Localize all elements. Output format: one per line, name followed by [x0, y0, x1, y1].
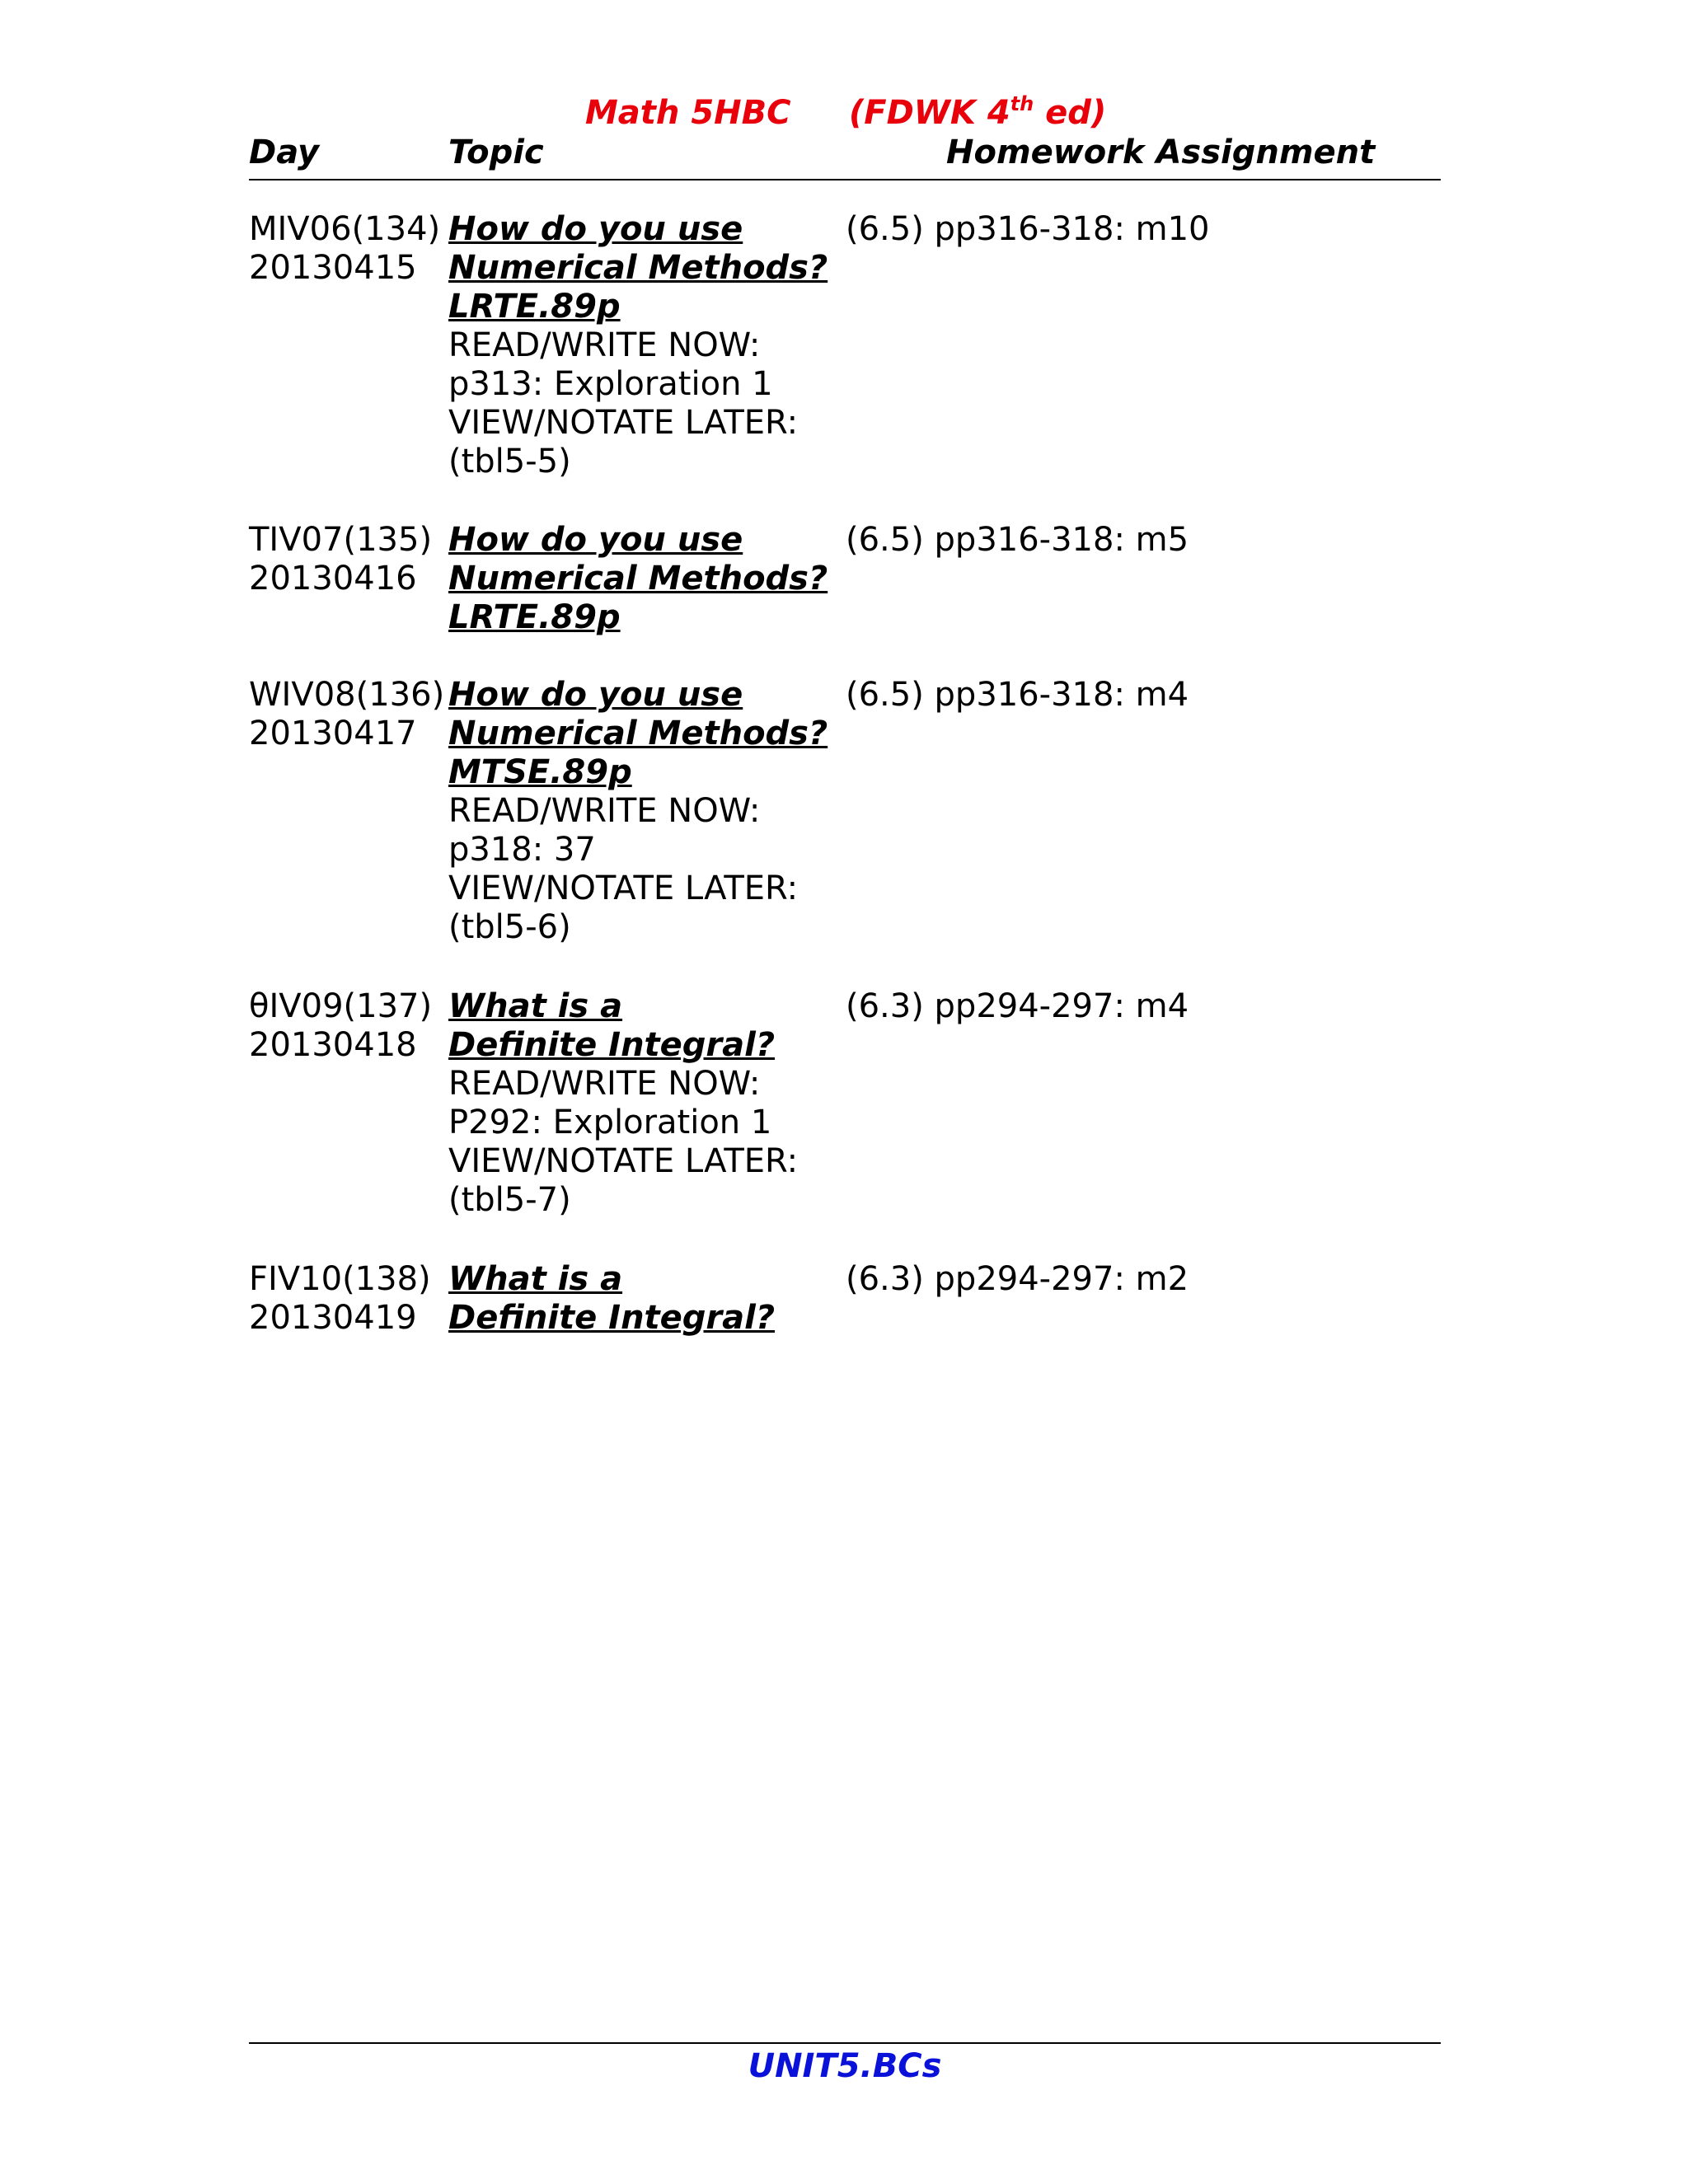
topic-note: VIEW/NOTATE LATER:: [448, 869, 799, 907]
course-title: Math 5HBC: [585, 94, 791, 132]
document-page: [249, 0, 1441, 2184]
topic-note: (tbl5-5): [448, 443, 571, 480]
topic-question: How do you use: [448, 521, 743, 559]
topic-cell: [448, 210, 844, 481]
day-code: FIV10(138): [249, 1260, 431, 1298]
topic-code: LRTE.89p: [448, 288, 621, 326]
topic-question: What is a: [448, 987, 623, 1025]
homework-cell: (6.5) pp316-318: m5: [846, 521, 1189, 559]
header-rule: [249, 179, 1441, 180]
topic-cell: [448, 987, 844, 1220]
day-column-header: Day: [249, 134, 320, 171]
day-code: MIV06(134): [249, 210, 441, 248]
topic-note: P292: Exploration 1: [448, 1104, 772, 1141]
topic-note: p313: Exploration 1: [448, 365, 773, 403]
homework-column-header: Homework Assignment: [946, 134, 1376, 171]
topic-question: Numerical Methods?: [448, 560, 828, 598]
topic-note: READ/WRITE NOW:: [448, 326, 761, 364]
homework-cell: (6.5) pp316-318: m10: [846, 210, 1210, 248]
day-code: WIV08(136): [249, 676, 445, 714]
day-cell: [249, 1260, 447, 1338]
topic-question: How do you use: [448, 210, 743, 248]
topic-note: p318: 37: [448, 831, 596, 869]
topic-column-header: Topic: [448, 134, 544, 171]
day-code: θIV09(137): [249, 987, 433, 1025]
topic-cell: [448, 521, 844, 637]
topic-question: Definite Integral?: [448, 1299, 776, 1337]
topic-code: MTSE.89p: [448, 753, 632, 791]
topic-code: LRTE.89p: [448, 598, 621, 636]
homework-cell: (6.5) pp316-318: m4: [846, 676, 1189, 714]
topic-note: (tbl5-6): [448, 908, 571, 946]
topic-note: READ/WRITE NOW:: [448, 792, 761, 830]
topic-question: Numerical Methods?: [448, 715, 828, 752]
edition-label: (FDWK 4th ed): [849, 92, 1107, 132]
homework-cell: (6.3) pp294-297: m2: [846, 1260, 1189, 1298]
topic-question: What is a: [448, 1260, 623, 1298]
topic-cell: [448, 1260, 844, 1338]
day-date: 20130418: [249, 1026, 417, 1064]
topic-question: Numerical Methods?: [448, 249, 828, 287]
topic-note: VIEW/NOTATE LATER:: [448, 404, 799, 442]
topic-note: VIEW/NOTATE LATER:: [448, 1142, 799, 1180]
topic-cell: [448, 676, 844, 947]
day-date: 20130416: [249, 560, 417, 598]
topic-question: How do you use: [448, 676, 743, 714]
column-headers: [249, 134, 1441, 175]
footer-rule: [249, 2042, 1441, 2044]
topic-note: (tbl5-7): [448, 1181, 571, 1219]
day-cell: [249, 676, 447, 753]
homework-cell: (6.3) pp294-297: m4: [846, 987, 1189, 1025]
day-code: TIV07(135): [249, 521, 433, 559]
footer-label: UNIT5.BCs: [748, 2047, 942, 2085]
day-cell: [249, 987, 447, 1065]
day-date: 20130417: [249, 715, 417, 752]
day-date: 20130415: [249, 249, 417, 287]
day-cell: [249, 521, 447, 598]
day-date: 20130419: [249, 1299, 417, 1337]
topic-note: READ/WRITE NOW:: [448, 1065, 761, 1103]
day-cell: [249, 210, 447, 288]
topic-question: Definite Integral?: [448, 1026, 776, 1064]
